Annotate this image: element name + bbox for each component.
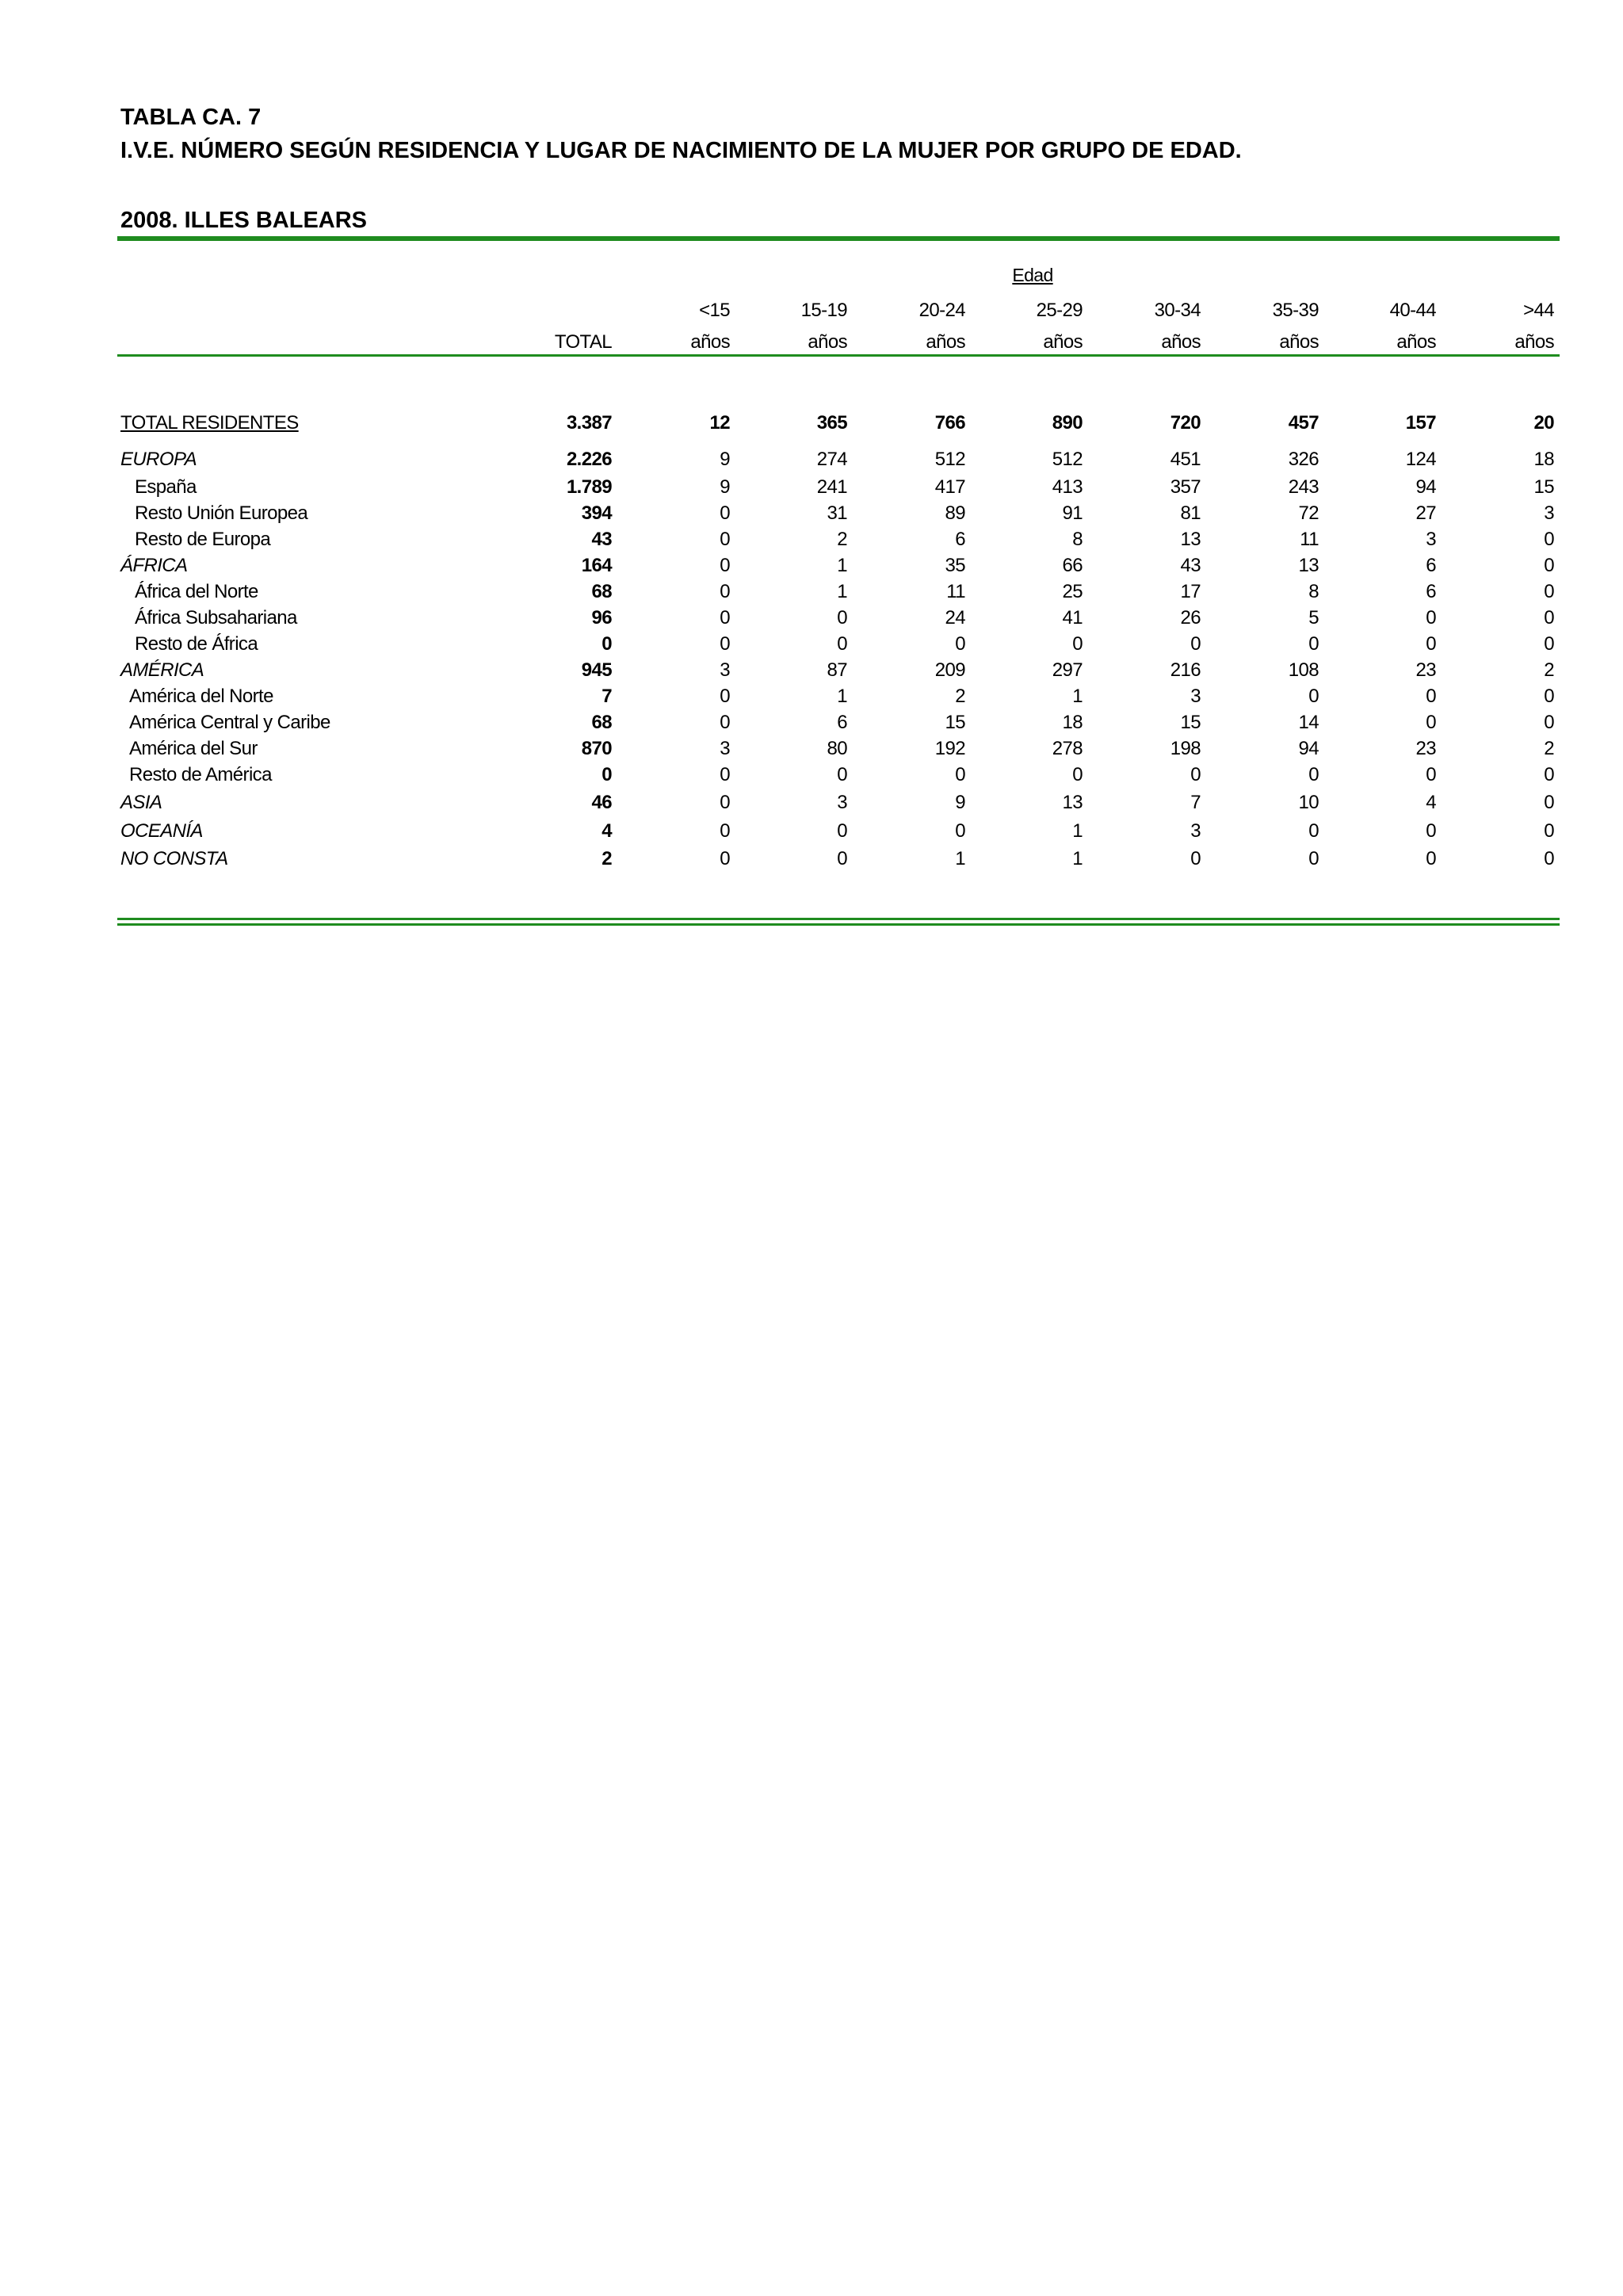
table-cell: 8 [1308,581,1319,602]
row-label: ASIA [120,792,162,813]
table-cell: 0 [1190,764,1201,785]
table-cell: 0 [837,764,847,785]
table-cell: 18 [1533,449,1554,470]
row-total-cell: 46 [591,792,612,813]
table-cell: 417 [934,476,965,498]
table-cell: 72 [1298,502,1319,524]
age-unit-label: años [926,331,965,353]
table-cell: 3 [1190,820,1201,842]
table-cell: 9 [720,476,730,498]
table-cell: 0 [720,820,730,842]
table-cell: 66 [1062,555,1083,576]
table-cell: 89 [945,502,965,524]
table-row [0,555,1623,579]
row-total-cell: 870 [581,738,612,759]
row-label: Resto de Europa [135,529,271,550]
table-cell: 278 [1052,738,1083,759]
table-cell: 0 [1190,633,1201,655]
table-cell: 0 [1544,792,1554,813]
row-label: ÁFRICA [120,555,188,576]
row-label: América del Norte [129,686,273,707]
row-label: NO CONSTA [120,848,228,869]
row-total-cell: 164 [581,555,612,576]
age-unit-label: años [1396,331,1436,353]
header-divider [117,354,1560,357]
table-cell: 2 [1544,659,1554,681]
row-label: América Central y Caribe [129,712,330,733]
table-cell: 1 [837,581,847,602]
age-group-label: 15-19 [800,300,847,321]
table-cell: 0 [720,581,730,602]
table-cell: 0 [720,555,730,576]
row-label: Resto de África [135,633,258,655]
row-total-cell: 43 [591,529,612,550]
table-cell: 9 [955,792,965,813]
row-total-cell: 945 [581,659,612,681]
table-cell: 5 [1308,607,1319,628]
table-row [0,502,1623,526]
bottom-divider-2 [117,923,1560,926]
table-cell: 17 [1180,581,1201,602]
table-cell: 1 [837,686,847,707]
age-group-label: >44 [1523,300,1554,321]
table-row [0,412,1623,436]
table-cell: 23 [1415,659,1436,681]
table-cell: 15 [1533,476,1554,498]
age-group-label: <15 [699,300,730,321]
table-cell: 0 [720,633,730,655]
table-cell: 23 [1415,738,1436,759]
age-group-label: 35-39 [1272,300,1319,321]
table-row [0,607,1623,631]
table-cell: 0 [1190,848,1201,869]
table-cell: 1 [837,555,847,576]
table-cell: 14 [1298,712,1319,733]
table-cell: 3 [837,792,847,813]
row-total-cell: 2 [601,848,612,869]
table-cell: 3 [1426,529,1436,550]
table-cell: 94 [1415,476,1436,498]
table-cell: 0 [1544,607,1554,628]
table-cell: 26 [1180,607,1201,628]
table-row [0,792,1623,816]
table-cell: 9 [720,449,730,470]
table-row [0,848,1623,872]
table-cell: 13 [1062,792,1083,813]
table-cell: 18 [1062,712,1083,733]
row-label: Resto Unión Europea [135,502,308,524]
age-group-header: Edad [1012,265,1053,285]
table-cell: 3 [720,738,730,759]
table-number: TABLA CA. 7 [120,105,262,130]
table-cell: 0 [1308,820,1319,842]
table-cell: 0 [1544,764,1554,785]
table-row [0,449,1623,472]
table-cell: 0 [955,633,965,655]
table-cell: 766 [934,412,965,434]
table-cell: 0 [720,848,730,869]
row-label: TOTAL RESIDENTES [120,412,299,434]
table-cell: 7 [1190,792,1201,813]
age-unit-label: años [690,331,730,353]
table-row [0,659,1623,683]
row-label: África del Norte [135,581,258,602]
table-cell: 512 [934,449,965,470]
table-cell: 241 [816,476,847,498]
table-cell: 413 [1052,476,1083,498]
table-row [0,633,1623,657]
table-cell: 216 [1170,659,1201,681]
table-cell: 15 [1180,712,1201,733]
table-cell: 11 [946,581,965,602]
table-cell: 1 [1072,820,1083,842]
row-total-cell: 7 [601,686,612,707]
table-row [0,820,1623,844]
table-cell: 0 [1308,633,1319,655]
table-cell: 11 [1300,529,1319,550]
table-cell: 0 [720,502,730,524]
top-divider [117,236,1560,241]
table-cell: 512 [1052,449,1083,470]
table-cell: 10 [1298,792,1319,813]
table-cell: 1 [1072,848,1083,869]
table-cell: 297 [1052,659,1083,681]
table-cell: 0 [720,607,730,628]
age-unit-label: años [1514,331,1554,353]
table-cell: 6 [1426,581,1436,602]
table-cell: 0 [1544,555,1554,576]
table-cell: 274 [816,449,847,470]
table-cell: 4 [1426,792,1436,813]
row-label: OCEANÍA [120,820,203,842]
table-title: I.V.E. NÚMERO SEGÚN RESIDENCIA Y LUGAR DE NACIMIENTO DE LA MUJER POR GRUPO DE EDAD. [120,138,1242,163]
age-unit-label: años [1161,331,1201,353]
table-cell: 41 [1062,607,1083,628]
table-cell: 20 [1533,412,1554,434]
table-cell: 80 [827,738,847,759]
table-cell: 357 [1170,476,1201,498]
table-cell: 0 [1544,633,1554,655]
table-cell: 6 [955,529,965,550]
table-cell: 192 [934,738,965,759]
row-label: España [135,476,197,498]
row-total-cell: 3.387 [566,412,612,434]
table-cell: 0 [720,764,730,785]
table-cell: 27 [1415,502,1436,524]
table-cell: 0 [1544,848,1554,869]
table-cell: 31 [827,502,847,524]
table-cell: 108 [1288,659,1319,681]
table-cell: 198 [1170,738,1201,759]
table-cell: 0 [955,764,965,785]
row-total-cell: 394 [581,502,612,524]
table-cell: 326 [1288,449,1319,470]
table-cell: 2 [955,686,965,707]
table-cell: 25 [1062,581,1083,602]
total-column-header: TOTAL [554,331,612,353]
row-total-cell: 4 [601,820,612,842]
table-cell: 3 [1190,686,1201,707]
table-cell: 0 [1308,764,1319,785]
table-row [0,581,1623,605]
age-unit-label: años [1043,331,1083,353]
table-subtitle: 2008. ILLES BALEARS [120,208,368,233]
table-cell: 0 [1544,686,1554,707]
table-cell: 0 [837,820,847,842]
table-cell: 209 [934,659,965,681]
table-cell: 0 [1426,848,1436,869]
table-cell: 0 [1544,529,1554,550]
table-cell: 13 [1180,529,1201,550]
table-cell: 3 [720,659,730,681]
table-cell: 243 [1288,476,1319,498]
table-cell: 43 [1180,555,1201,576]
table-cell: 0 [955,820,965,842]
row-total-cell: 2.226 [566,449,612,470]
table-row [0,712,1623,735]
table-cell: 1 [955,848,965,869]
row-total-cell: 68 [591,581,612,602]
bottom-divider-1 [117,918,1560,920]
table-cell: 365 [816,412,847,434]
table-cell: 0 [1072,764,1083,785]
table-cell: 0 [720,686,730,707]
row-label: Resto de América [129,764,272,785]
table-cell: 2 [837,529,847,550]
table-cell: 35 [945,555,965,576]
table-cell: 0 [720,792,730,813]
table-cell: 157 [1405,412,1436,434]
table-cell: 457 [1288,412,1319,434]
table-cell: 2 [1544,738,1554,759]
table-cell: 87 [827,659,847,681]
table-cell: 0 [720,712,730,733]
table-cell: 0 [1544,712,1554,733]
table-cell: 8 [1072,529,1083,550]
table-cell: 720 [1170,412,1201,434]
row-total-cell: 1.789 [566,476,612,498]
age-group-label: 30-34 [1154,300,1201,321]
row-label: África Subsahariana [135,607,297,628]
table-cell: 451 [1170,449,1201,470]
age-unit-label: años [1279,331,1319,353]
age-group-label: 25-29 [1036,300,1083,321]
table-cell: 0 [1426,633,1436,655]
table-cell: 0 [837,848,847,869]
table-cell: 0 [1308,686,1319,707]
row-total-cell: 0 [601,633,612,655]
table-cell: 6 [837,712,847,733]
table-cell: 15 [945,712,965,733]
table-cell: 24 [945,607,965,628]
table-cell: 0 [1426,764,1436,785]
table-row [0,738,1623,762]
table-cell: 0 [837,633,847,655]
table-cell: 0 [837,607,847,628]
row-label: EUROPA [120,449,197,470]
row-label: América del Sur [129,738,258,759]
table-cell: 0 [1426,686,1436,707]
table-cell: 0 [720,529,730,550]
table-cell: 0 [1426,820,1436,842]
table-cell: 12 [709,412,730,434]
table-cell: 124 [1405,449,1436,470]
table-row [0,476,1623,500]
table-cell: 91 [1062,502,1083,524]
table-cell: 890 [1052,412,1083,434]
table-cell: 0 [1072,633,1083,655]
table-cell: 0 [1426,607,1436,628]
row-total-cell: 68 [591,712,612,733]
table-cell: 1 [1072,686,1083,707]
table-cell: 6 [1426,555,1436,576]
table-cell: 81 [1180,502,1201,524]
row-label: AMÉRICA [120,659,204,681]
table-cell: 0 [1426,712,1436,733]
age-unit-label: años [808,331,847,353]
table-cell: 94 [1298,738,1319,759]
age-group-label: 40-44 [1389,300,1436,321]
table-cell: 0 [1308,848,1319,869]
table-cell: 13 [1298,555,1319,576]
table-row [0,764,1623,788]
row-total-cell: 96 [591,607,612,628]
table-cell: 0 [1544,581,1554,602]
age-group-label: 20-24 [918,300,965,321]
table-cell: 3 [1544,502,1554,524]
table-row [0,529,1623,552]
row-total-cell: 0 [601,764,612,785]
table-cell: 0 [1544,820,1554,842]
table-row [0,686,1623,709]
